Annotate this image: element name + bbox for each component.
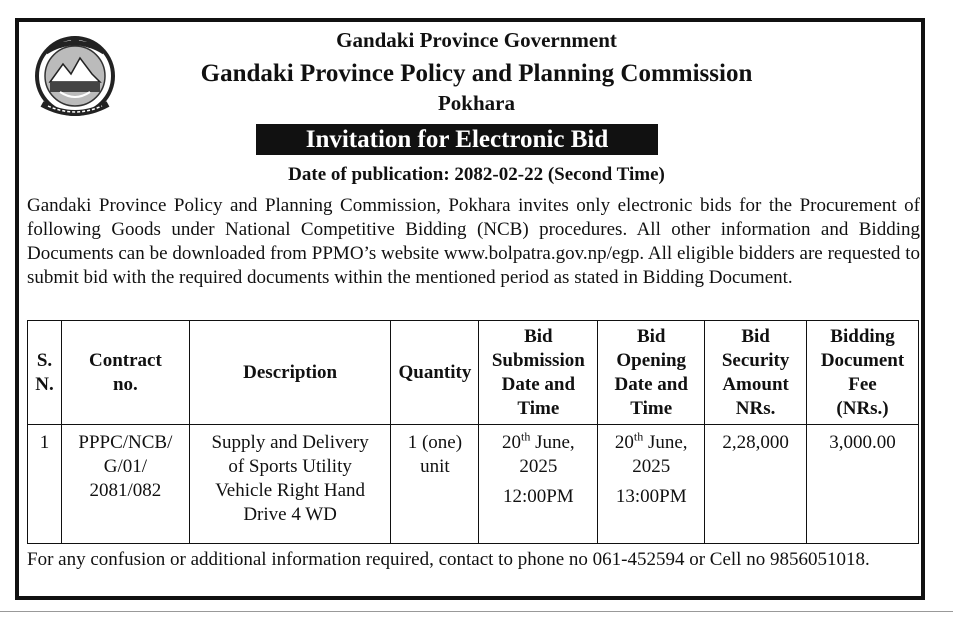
header-security-line: NRs.: [735, 397, 776, 419]
commission-name: Gandaki Province Policy and Planning Commission: [200, 60, 753, 87]
header-opening-line: Bid: [636, 325, 666, 347]
opening-day-suffix: th: [633, 429, 644, 444]
header-sn: [28, 321, 62, 425]
page-divider: [0, 611, 953, 612]
cell-description: [189, 425, 391, 544]
header-security: [705, 321, 807, 425]
contract-line: 2081/082: [89, 480, 162, 501]
header-opening: [598, 321, 705, 425]
government-name: Gandaki Province Government: [336, 28, 617, 52]
quantity-line: unit: [420, 456, 450, 477]
intro-paragraph: Gandaki Province Policy and Planning Commission, Pokhara invites only electronic bids for the Procurement of following Goods under National Competitive Bidding (NCB) procedures. All other information and Bidding Documents can be downloaded from PPMO’s website www.bolpatra.gov.np/egp. All eligible bidders are requested to submit bid with the required documents within the mentioned period as stated in Bidding Document.: [27, 195, 920, 288]
description-line: of Sports Utility: [228, 456, 352, 477]
description-line: Drive 4 WD: [243, 504, 337, 525]
header-security-line: Amount: [722, 373, 789, 395]
opening-year: 2025: [632, 456, 671, 477]
header-opening-line: Date and: [614, 373, 688, 395]
header-fee-line: (NRs.): [836, 397, 889, 419]
publication-date: Date of publication: 2082-02-22 (Second Time): [288, 164, 665, 185]
quantity-line: 1 (one): [407, 432, 463, 453]
header-quantity: Quantity: [391, 321, 479, 425]
contract-line: G/01/: [103, 456, 148, 477]
table-row: [28, 425, 919, 544]
cell-submission: [479, 425, 598, 544]
header-fee-line: Bidding: [830, 325, 895, 347]
description-line: Supply and Delivery: [211, 432, 369, 453]
opening-time: 13:00PM: [615, 486, 687, 507]
submission-month: June,: [530, 432, 575, 453]
submission-time: 12:00PM: [502, 486, 574, 507]
header-submission-line: Bid: [524, 325, 553, 347]
header-fee: [807, 321, 919, 425]
opening-month: June,: [643, 432, 688, 453]
header-contract-line: Contract: [88, 349, 162, 371]
header-description: Description: [189, 321, 391, 425]
header-security-line: Security: [721, 349, 790, 371]
header-security-line: Bid: [741, 325, 770, 347]
header-fee-line: Document: [820, 349, 905, 371]
submission-day: 20: [501, 432, 521, 453]
city-name: Pokhara: [437, 91, 515, 115]
header-fee-line: Fee: [848, 373, 877, 395]
table-header-row: [28, 321, 919, 425]
header-opening-line: Opening: [616, 349, 687, 371]
submission-day-suffix: th: [520, 429, 531, 444]
description-line: Vehicle Right Hand: [215, 480, 366, 501]
opening-day: 20: [614, 432, 634, 453]
header-opening-line: Time: [630, 397, 673, 419]
cell-fee: 3,000.00: [807, 425, 919, 544]
cell-sn: 1: [28, 425, 62, 544]
contract-line: PPPC/NCB/: [78, 432, 173, 453]
header-submission-line: Date and: [501, 373, 576, 395]
header-submission-line: Submission: [491, 349, 585, 371]
header-contract: [61, 321, 189, 425]
header-sn-line: S.: [36, 349, 53, 371]
header-submission-line: Time: [517, 397, 560, 419]
cell-security: 2,28,000: [705, 425, 807, 544]
notice-title: Invitation for Electronic Bid: [256, 124, 658, 155]
submission-year: 2025: [519, 456, 558, 477]
header-sn-line: N.: [35, 373, 54, 395]
contact-footer: For any confusion or additional information required, contact to phone no 061-452594 or Cell no 9856051018.: [27, 549, 870, 570]
header-contract-line: no.: [112, 373, 138, 395]
cell-opening: [598, 425, 705, 544]
cell-quantity: [391, 425, 479, 544]
header-submission: [479, 321, 598, 425]
bid-table: [27, 320, 919, 544]
cell-contract: [61, 425, 189, 544]
